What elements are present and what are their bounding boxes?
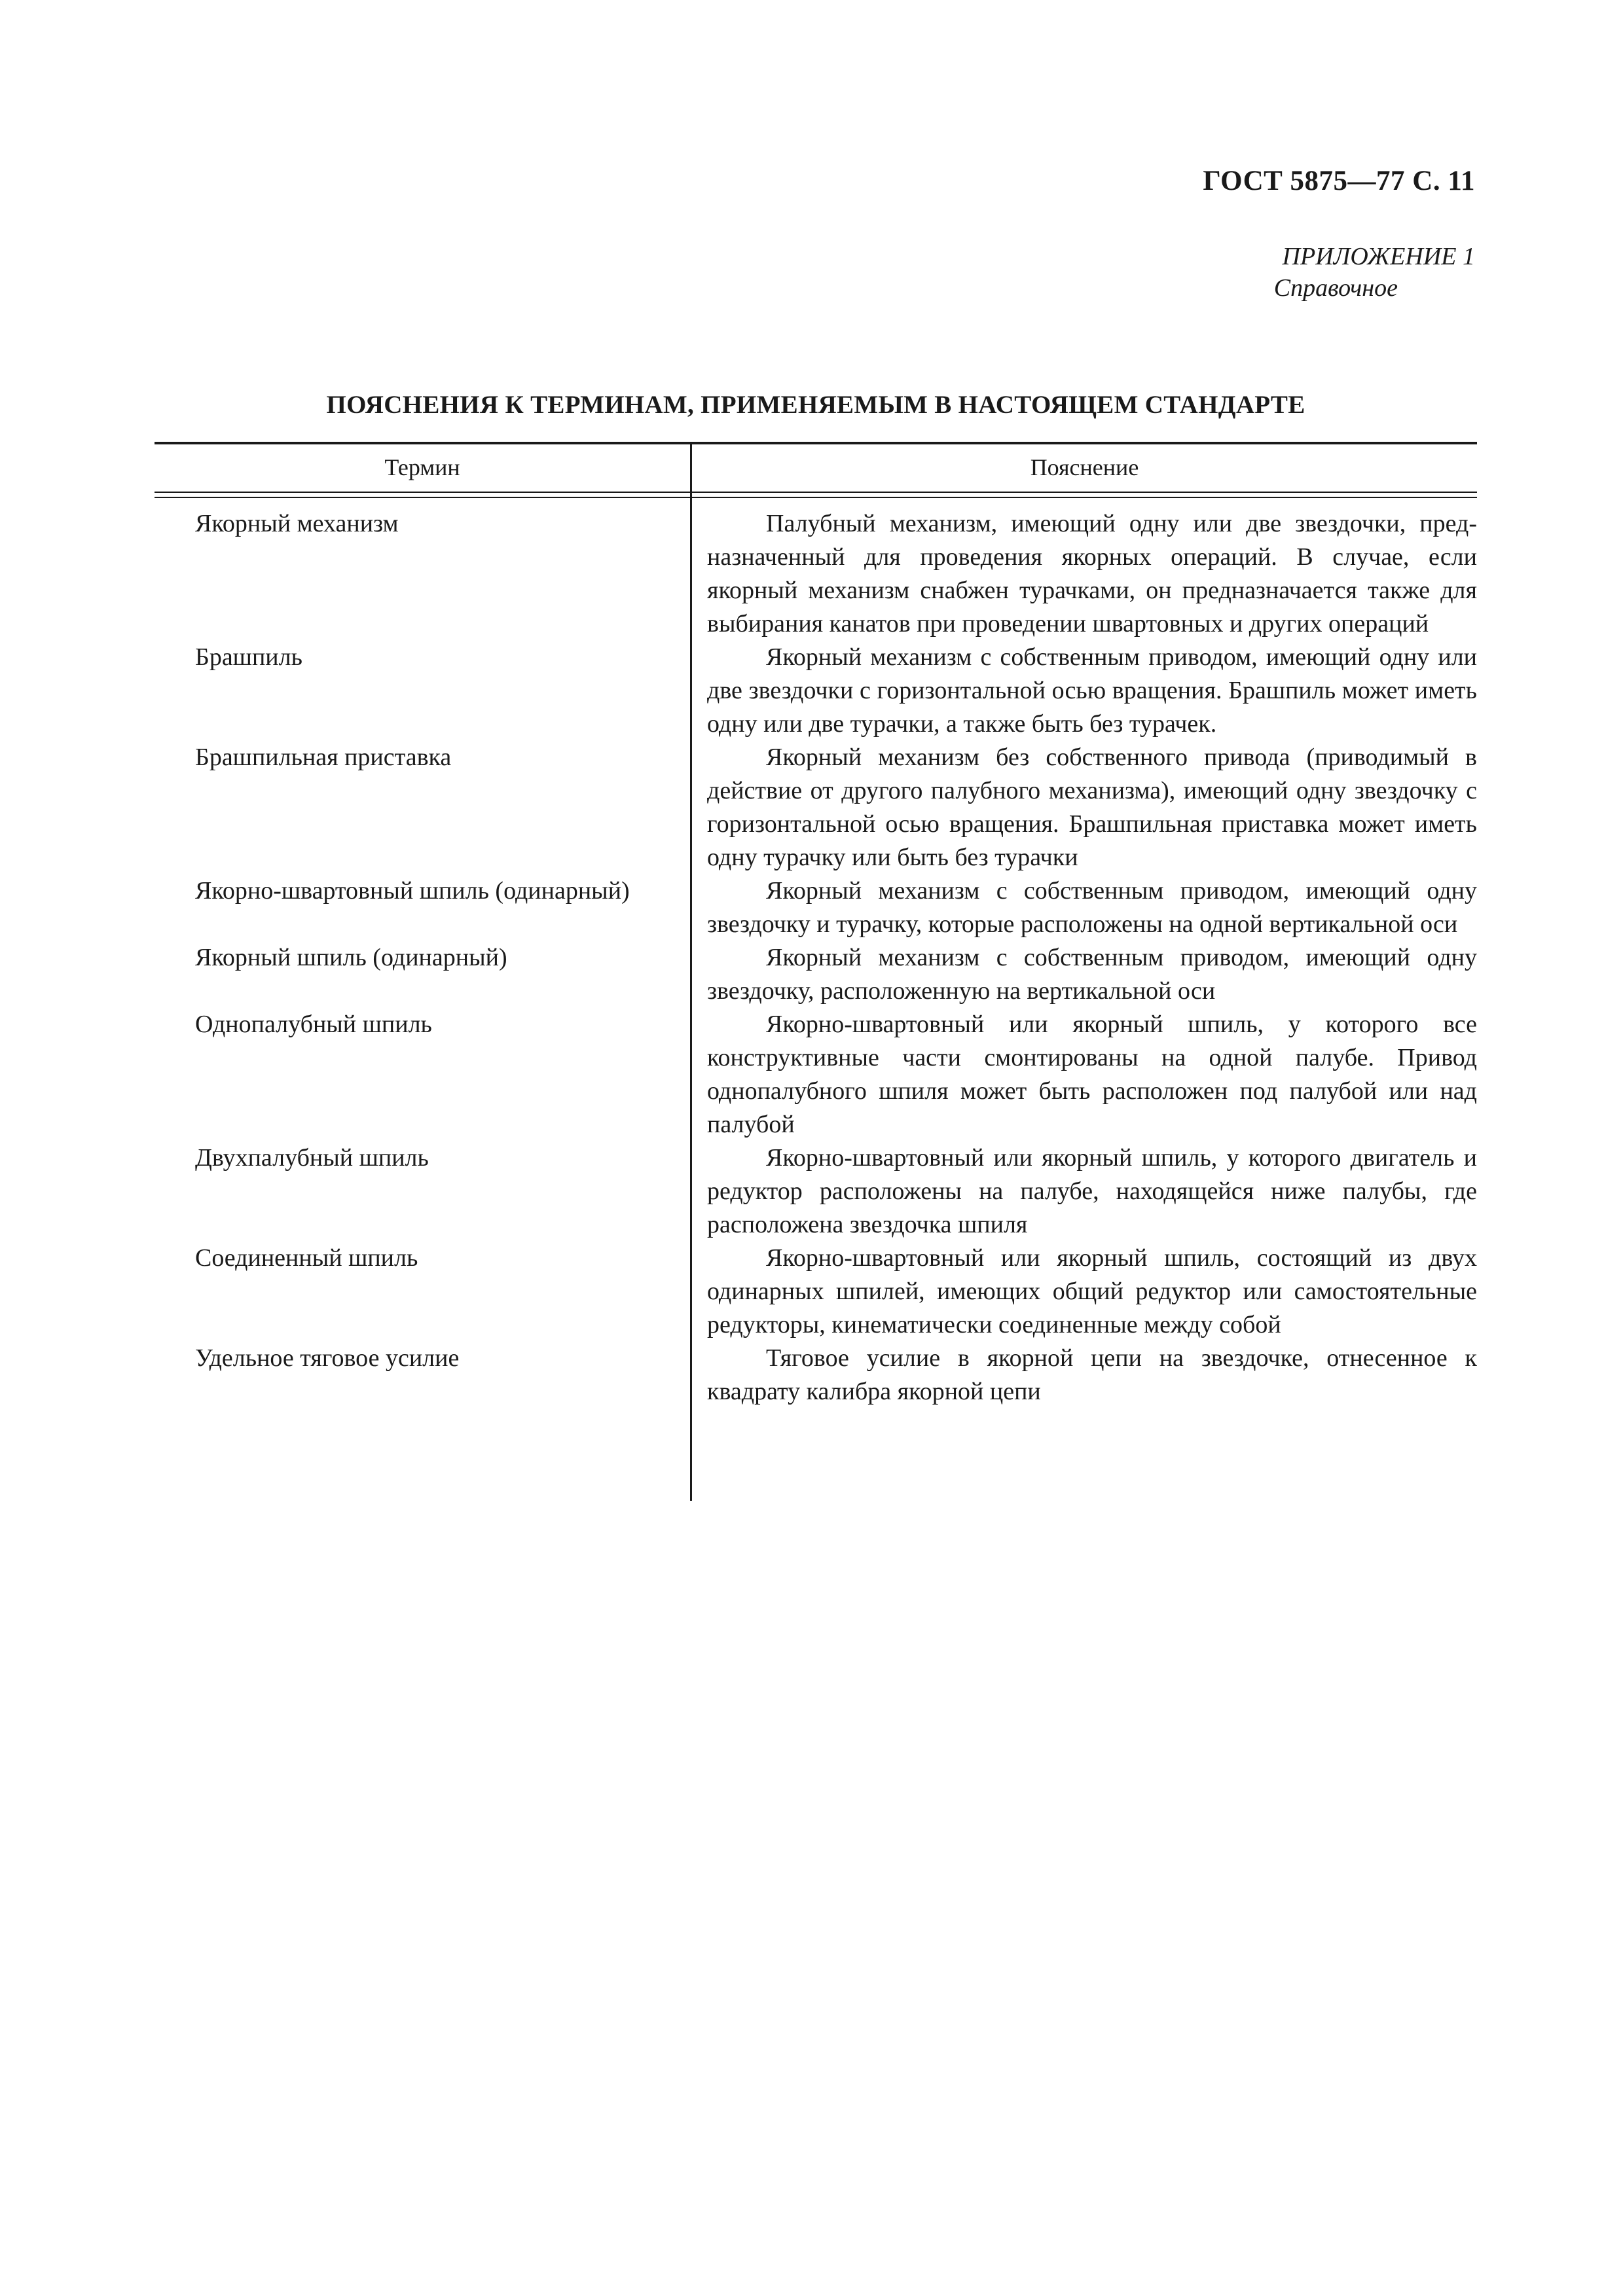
appendix-label <box>1274 241 1475 304</box>
explanation-cell: Якорный механизм с собственным приводом, имеющий одну звездочку и турачку, которые расположены на одной вертикальной оси <box>707 877 1477 938</box>
table-row <box>155 1342 1477 1408</box>
term-cell: Якорно-швартовный шпиль (одинарный) <box>195 877 630 905</box>
table-row <box>155 507 1477 641</box>
term-cell: Брашпиль <box>195 643 302 671</box>
explanation-cell: Палубный механизм, имеющий одну или две звездочки, предназначенный для проведения якорных операций. В случае, если якорный механизм снабжен турачками, он предназначается также для выбирания канатов при проведении швартовных и других операций <box>707 510 1477 637</box>
table-row <box>155 1008 1477 1141</box>
appendix-title: ПРИЛОЖЕНИЕ 1 <box>1282 243 1475 270</box>
header-rule <box>155 497 1477 498</box>
explanation-cell: Якорный механизм с собственным приводом, имеющий одну или две звездочки с горизонтальной осью вращения. Брашпиль может иметь одну или две турачки, а также быть без турачек. <box>707 643 1477 738</box>
table-row <box>155 641 1477 741</box>
page-header: ГОСТ 5875—77 С. 11 <box>1203 166 1475 196</box>
explanation-cell: Якорно-швартовный или якорный шпиль, у которого все конструктивные части смонтированы на одной палубе. Привод однопалубного шпиля может быть расположен под палубой или над палубой <box>707 1011 1477 1138</box>
term-cell: Двухпалубный шпиль <box>195 1144 429 1172</box>
explanation-cell: Якорный механизм без собственного привода (приводимый в действие от другого палубного механизма), имеющий одну звездочку с горизонтальной осью вращения. Брашпильная приставка может иметь одну турачку или быть без турачки <box>707 744 1477 871</box>
header-rule <box>155 492 1477 493</box>
explanation-cell: Якорно-швартовный или якорный шпиль, состоящий из двух одинарных шпилей, имеющих общий редуктор или самостоятельные редукторы, кинематически соединенные между собой <box>707 1244 1477 1338</box>
table-body <box>155 507 1477 1408</box>
terms-table <box>155 442 1477 1501</box>
explanation-cell: Якорный механизм с собственным приводом, имеющий одну звездочку, расположенную на вертикальной оси <box>707 944 1477 1005</box>
table-row <box>155 941 1477 1008</box>
term-cell: Якорный механизм <box>195 510 399 537</box>
term-cell: Однопалубный шпиль <box>195 1011 432 1038</box>
explanation-cell: Якорно-швартовный или якорный шпиль, у которого двигатель и редуктор расположены на палубе, находящейся ниже палубы, где расположена звездочка шпиля <box>707 1144 1477 1238</box>
table-row <box>155 1242 1477 1342</box>
table-row <box>155 741 1477 874</box>
explanation-cell: Тяговое усилие в якорной цепи на звездочке, отнесенное к квадрату калибра якорной цепи <box>707 1344 1477 1405</box>
document-title: ПОЯСНЕНИЯ К ТЕРМИНАМ, ПРИМЕНЯЕМЫМ В НАСТОЯЩЕМ СТАНДАРТЕ <box>326 391 1305 419</box>
term-cell: Брашпильная приставка <box>195 744 452 771</box>
term-cell: Удельное тяговое усилие <box>195 1344 460 1372</box>
table-top-rule <box>155 442 1477 444</box>
column-header-explanation: Пояснение <box>1030 454 1139 480</box>
table-row <box>155 1141 1477 1242</box>
appendix-sublabel: Справочное <box>1273 274 1398 302</box>
term-cell: Соединенный шпиль <box>195 1244 418 1272</box>
column-header-term: Термин <box>384 454 460 480</box>
term-cell: Якорный шпиль (одинарный) <box>195 944 507 971</box>
table-row <box>155 874 1477 941</box>
